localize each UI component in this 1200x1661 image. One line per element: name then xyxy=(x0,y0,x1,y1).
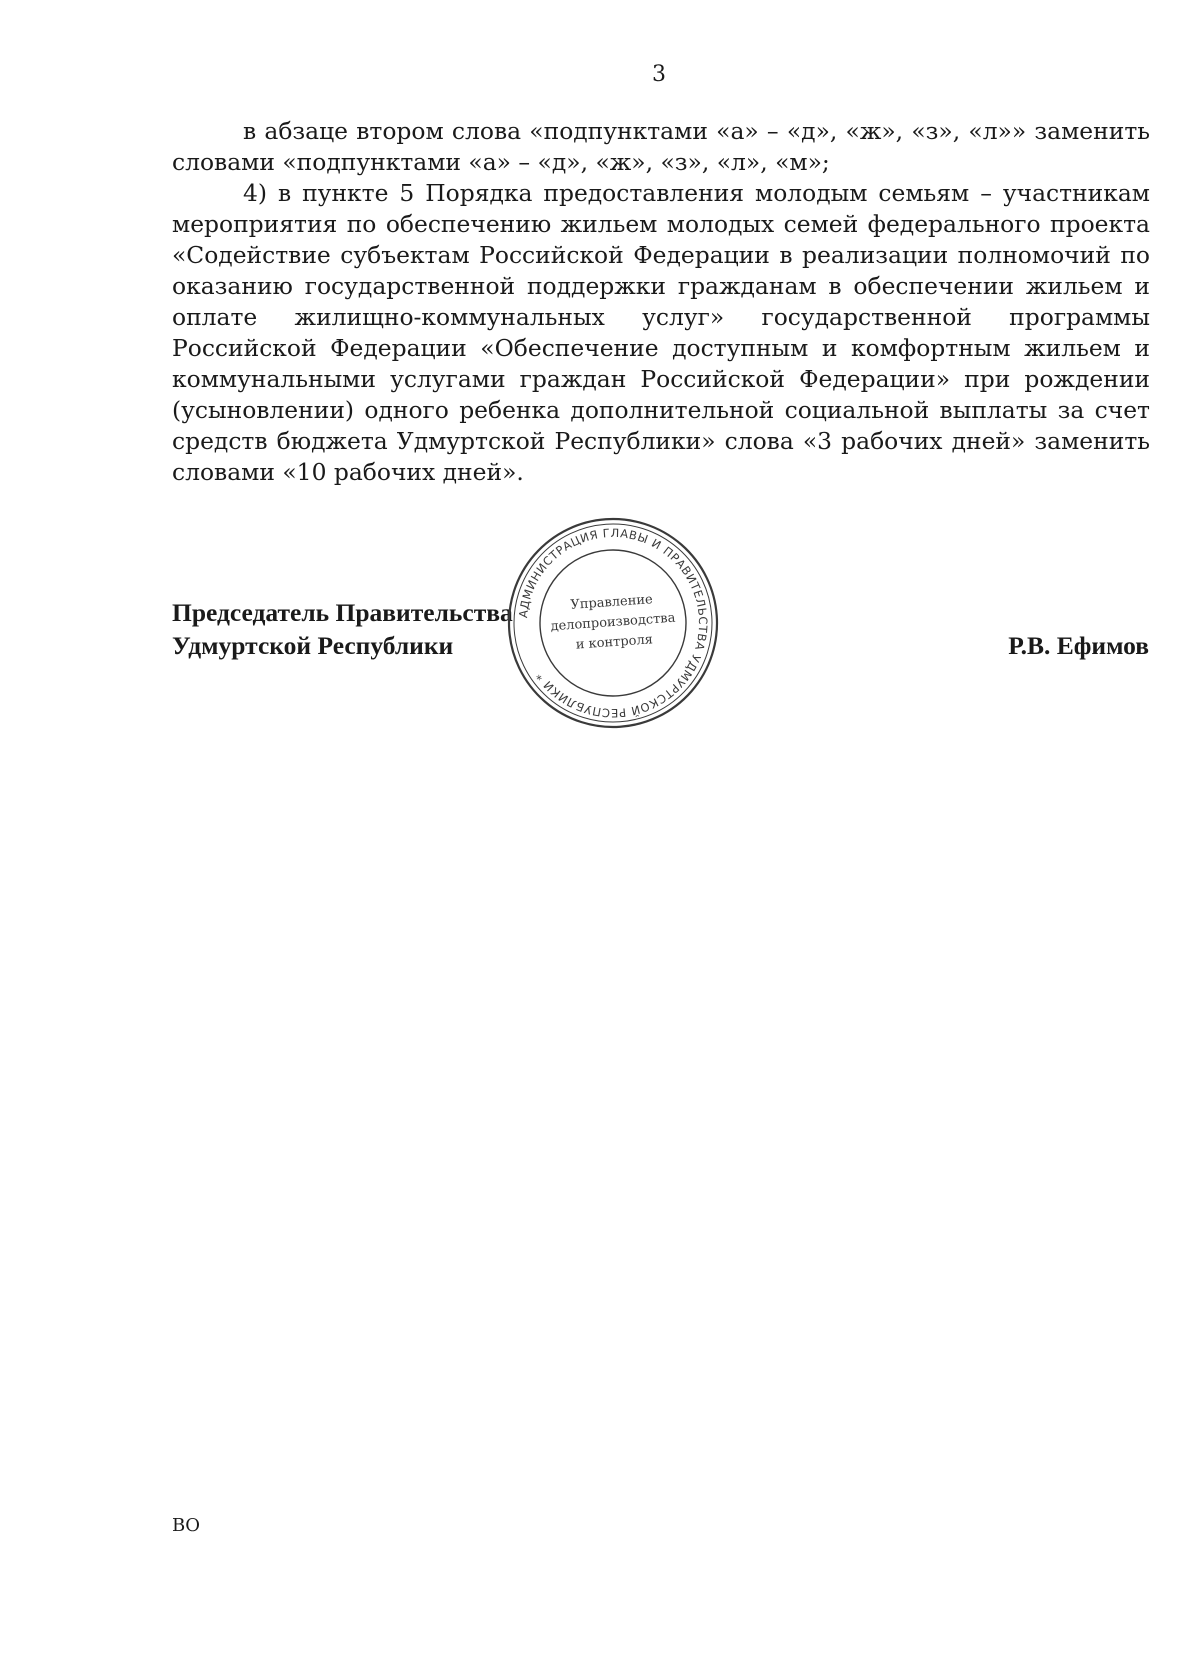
seal-center-line-3: и контроля xyxy=(575,632,654,653)
executor-mark: ВО xyxy=(172,1515,200,1536)
signatory-title xyxy=(172,596,513,662)
seal-center-line-1: Управление xyxy=(569,592,654,613)
signatory-title-line-2: Удмуртской Республики xyxy=(172,631,454,660)
page-number: 3 xyxy=(652,62,666,87)
official-seal xyxy=(497,507,730,740)
signatory-title-line-1: Председатель Правительства xyxy=(172,598,513,627)
seal-center-line-2: делопроизводства xyxy=(550,610,676,635)
paragraph-2: 4) в пункте 5 Порядка предоставления молодым семьям – участникам мероприятия по обеспечению жильем молодых семей федерального проекта «Содействие субъектам Российской Федерации в реализации полномочий по оказанию государственной поддержки гражданам в обеспечении жильем и оплате жилищно-коммунальных услуг» государственной программы Российской Федерации «Обеспечение доступным и комфортным жильем и коммунальными услугами граждан Российской Федерации» при рождении (усыновлении) одного ребенка дополнительной социальной выплаты за счет средств бюджета Удмуртской Республики» слова «3 рабочих дней» заменить словами «10 рабочих дней». xyxy=(172,179,1150,486)
document-body xyxy=(172,116,1150,488)
signatory-name: Р.В. Ефимов xyxy=(1008,631,1149,660)
seal-graphic xyxy=(497,507,730,740)
paragraph-1: в абзаце втором слова «подпунктами «а» – «д», «ж», «з», «л»» заменить словами «подпунктами «а» – «д», «ж», «з», «л», «м»; xyxy=(172,117,1150,176)
seal-ring-text: АДМИНИСТРАЦИЯ ГЛАВЫ И ПРАВИТЕЛЬСТВА УДМУРТСКОЙ РЕСПУБЛИКИ * xyxy=(516,525,711,721)
